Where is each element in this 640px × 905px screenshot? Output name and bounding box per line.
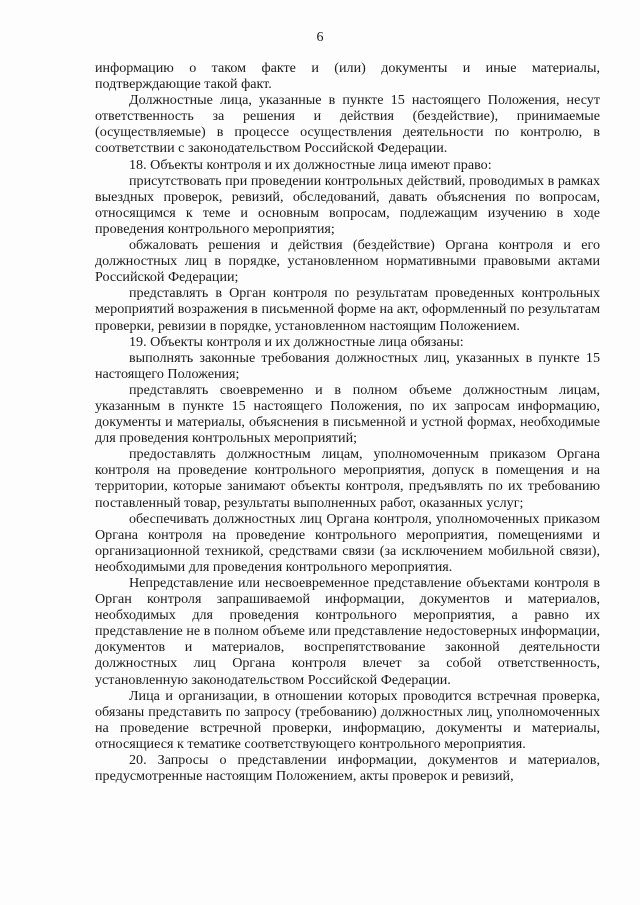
paragraph: представлять в Орган контроля по результатам проведенных контрольных мероприятий возражения в письменной форме на акт, оформленный по результатам проверки, ревизии в порядке, установленном настоящим Положением. bbox=[95, 285, 600, 334]
paragraph: предоставлять должностным лицам, уполномоченным приказом Органа контроля на проведение контрольного мероприятия, допуск в помещения и на территории, которые занимают объекты контроля, предъявлять по их требованию поставленный товар, результаты выполненных работ, оказанных услуг; bbox=[95, 446, 600, 511]
document-body bbox=[95, 60, 600, 784]
paragraph: присутствовать при проведении контрольных действий, проводимых в рамках выездных проверок, ревизий, обследований, давать объяснения по вопросам, относящимся к теме и основным вопросам, подлежащим изучению в ходе проведения контрольного мероприятия; bbox=[95, 172, 600, 237]
paragraph: Лица и организации, в отношении которых проводится встречная проверка, обязаны представить по запросу (требованию) должностных лиц, уполномоченных на проведение встречной проверки, информацию, документы и материалы, относящиеся к тематике соответствующего контрольного мероприятия. bbox=[95, 687, 600, 752]
paragraph: Должностные лица, указанные в пункте 15 настоящего Положения, несут ответственность за решения и действия (бездействие), принимаемые (осуществляемые) в процессе осуществления деятельности по контролю, в соответствии с законодательством Российской Федерации. bbox=[95, 92, 600, 157]
paragraph: Непредставление или несвоевременное представление объектами контроля в Орган контроля запрашиваемой информации, документов и материалов, необходимых для проведения контрольного мероприятия, а равно их представление не в полном объеме или представление недостоверных информации, документов и материалов, воспрепятствование законной деятельности должностных лиц Органа контроля влечет за собой ответственность, установленную законодательством Российской Федерации. bbox=[95, 575, 600, 688]
paragraph: выполнять законные требования должностных лиц, указанных в пункте 15 настоящего Положения; bbox=[95, 349, 600, 382]
paragraph: обжаловать решения и действия (бездействие) Органа контроля и его должностных лиц в порядке, установленном нормативными правовыми актами Российской Федерации; bbox=[95, 237, 600, 286]
paragraph: 19. Объекты контроля и их должностные лица обязаны: bbox=[129, 333, 464, 350]
paragraph: 20. Запросы о представлении информации, документов и материалов, предусмотренные настоящим Положением, акты проверок и ревизий, bbox=[95, 752, 600, 785]
paragraph: обеспечивать должностных лиц Органа контроля, уполномоченных приказом Органа контроля на проведение контрольного мероприятия, помещениями и организационной техникой, средствами связи (за исключением мобильной связи), необходимыми для проведения контрольного мероприятия. bbox=[95, 510, 600, 575]
paragraph: информацию о таком факте и (или) документы и иные материалы, подтверждающие такой факт. bbox=[95, 60, 600, 93]
paragraph: 18. Объекты контроля и их должностные лица имеют право: bbox=[129, 156, 492, 173]
paragraph: представлять своевременно и в полном объеме должностным лицам, указанным в пункте 15 настоящего Положения, по их запросам информацию, документы и материалы, объяснения в письменной и устной формах, необходимые для проведения контрольных мероприятий; bbox=[95, 381, 600, 447]
page-number: 6 bbox=[316, 30, 324, 45]
